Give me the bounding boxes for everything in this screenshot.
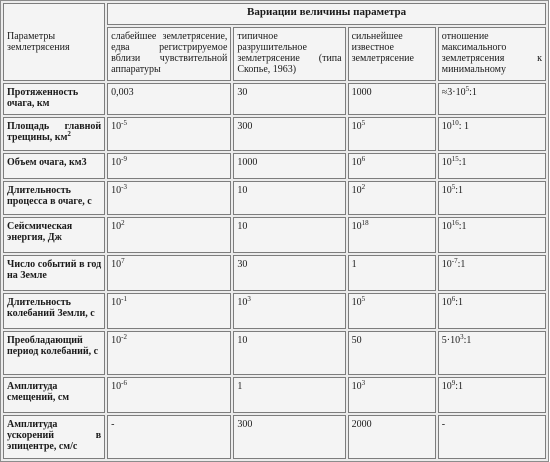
value-exponent: -6 bbox=[121, 379, 128, 387]
value-base: 10 bbox=[237, 335, 248, 346]
parameter-name-cell bbox=[3, 331, 105, 375]
value-exponent: 15 bbox=[451, 155, 459, 163]
parameter-name-text: Площадь главной трещины, км bbox=[7, 121, 102, 143]
value-cell bbox=[438, 415, 546, 459]
value-base: 10 bbox=[111, 157, 122, 168]
value-cell bbox=[438, 217, 546, 253]
value-exponent: 3 bbox=[460, 333, 464, 341]
table-row bbox=[3, 217, 546, 253]
value-ratio-suffix: :1 bbox=[458, 221, 467, 232]
value-base: 10 bbox=[441, 121, 452, 132]
parameter-name-cell bbox=[3, 83, 105, 115]
value-cell bbox=[348, 415, 436, 459]
value-base: 1 bbox=[351, 259, 357, 270]
column-header-weakest bbox=[107, 27, 231, 81]
value-cell bbox=[348, 217, 436, 253]
value-cell bbox=[233, 181, 345, 215]
parameter-name-cell bbox=[3, 415, 105, 459]
table-row bbox=[3, 377, 546, 413]
value-cell bbox=[233, 83, 345, 115]
value-cell bbox=[438, 153, 546, 179]
value-base: 10 bbox=[441, 297, 452, 308]
value-base: 10 bbox=[111, 297, 122, 308]
value-base: 10 bbox=[351, 185, 362, 196]
table-row bbox=[3, 117, 546, 151]
value-base: 1000 bbox=[237, 157, 258, 168]
value-exponent: -2 bbox=[121, 333, 128, 341]
value-cell bbox=[233, 117, 345, 151]
value-base: 10 bbox=[237, 221, 248, 232]
value-cell bbox=[107, 217, 231, 253]
value-base: 10 bbox=[111, 259, 122, 270]
value-cell bbox=[348, 181, 436, 215]
table-row bbox=[3, 181, 546, 215]
value-exponent: 7 bbox=[121, 257, 125, 265]
parameter-name-cell bbox=[3, 255, 105, 291]
value-cell bbox=[233, 255, 345, 291]
value-cell bbox=[438, 181, 546, 215]
group-header-text: Вариации величины параметра bbox=[247, 6, 407, 18]
value-base: 10 bbox=[111, 381, 122, 392]
value-base: 10 bbox=[351, 297, 362, 308]
parameter-name-text: Длительность колебаний Земли, с bbox=[7, 297, 95, 319]
corner-header-text: Параметры землетрясения bbox=[7, 31, 70, 53]
parameter-name-text: Амплитуда ускорений в эпицентре, см/с bbox=[7, 419, 102, 452]
value-cell bbox=[348, 83, 436, 115]
value-exponent: 3 bbox=[361, 379, 366, 387]
column-header-text: сильнейшее известное землетрясение bbox=[351, 31, 414, 64]
group-header bbox=[107, 3, 546, 25]
value-ratio-suffix: :1 bbox=[455, 297, 464, 308]
value-exponent: 2 bbox=[361, 183, 366, 191]
value-cell bbox=[348, 153, 436, 179]
parameter-name-cell bbox=[3, 377, 105, 413]
parameter-name-text: Протяженность очага, км bbox=[7, 87, 79, 109]
value-base: 10 bbox=[351, 121, 362, 132]
parameter-name-cell bbox=[3, 181, 105, 215]
value-base: 10 bbox=[351, 381, 362, 392]
table-row bbox=[3, 415, 546, 459]
value-base: 5·10 bbox=[441, 335, 461, 346]
parameter-unit-exponent: 2 bbox=[67, 130, 71, 138]
value-ratio-suffix: : 1 bbox=[458, 121, 470, 132]
value-cell bbox=[348, 293, 436, 329]
value-base: ≈3·10 bbox=[441, 87, 466, 98]
parameter-name-cell bbox=[3, 117, 105, 151]
value-ratio-suffix: :1 bbox=[457, 259, 466, 270]
value-cell bbox=[233, 331, 345, 375]
value-cell bbox=[348, 331, 436, 375]
column-header-strongest bbox=[348, 27, 436, 81]
value-base: 300 bbox=[237, 121, 253, 132]
value-cell bbox=[107, 83, 231, 115]
value-cell bbox=[107, 255, 231, 291]
value-exponent: -3 bbox=[121, 183, 128, 191]
value-exponent: -5 bbox=[121, 119, 128, 127]
column-header-text: типичное разрушительное землетрясение (типа Скопье, 1963) bbox=[237, 31, 342, 75]
value-base: 10 bbox=[111, 335, 122, 346]
value-base: 30 bbox=[237, 87, 248, 98]
value-base: 10 bbox=[441, 157, 452, 168]
value-exponent: 9 bbox=[451, 379, 456, 387]
value-cell bbox=[233, 217, 345, 253]
value-cell bbox=[438, 331, 546, 375]
value-cell bbox=[107, 415, 231, 459]
value-cell bbox=[107, 293, 231, 329]
corner-header bbox=[3, 3, 105, 81]
header-row-group bbox=[3, 3, 546, 25]
value-cell bbox=[107, 377, 231, 413]
parameter-name-cell bbox=[3, 217, 105, 253]
value-base: 10 bbox=[441, 381, 452, 392]
value-cell bbox=[438, 255, 546, 291]
value-exponent: 16 bbox=[451, 219, 459, 227]
value-exponent: -7 bbox=[451, 257, 458, 265]
value-base: 10 bbox=[441, 185, 452, 196]
value-ratio-suffix: :1 bbox=[463, 335, 472, 346]
value-exponent: 5 bbox=[361, 295, 366, 303]
table-row bbox=[3, 153, 546, 179]
value-ratio-suffix: :1 bbox=[458, 157, 467, 168]
table-body bbox=[3, 83, 546, 459]
value-base: 10 bbox=[441, 259, 452, 270]
value-cell bbox=[233, 293, 345, 329]
value-base: 10 bbox=[237, 297, 248, 308]
table-row bbox=[3, 255, 546, 291]
value-exponent: -1 bbox=[121, 295, 128, 303]
value-cell bbox=[348, 117, 436, 151]
value-base: 10 bbox=[111, 221, 122, 232]
parameter-name-cell bbox=[3, 153, 105, 179]
value-base: 0,003 bbox=[111, 87, 134, 98]
value-cell bbox=[438, 377, 546, 413]
value-base: 10 bbox=[351, 157, 362, 168]
value-cell bbox=[438, 83, 546, 115]
value-base: 10 bbox=[111, 185, 122, 196]
value-base: 10 bbox=[237, 185, 248, 196]
value-exponent: 5 bbox=[451, 183, 456, 191]
value-cell bbox=[233, 153, 345, 179]
value-cell bbox=[233, 415, 345, 459]
value-ratio-suffix: :1 bbox=[455, 185, 464, 196]
parameter-name-cell bbox=[3, 293, 105, 329]
value-cell bbox=[348, 255, 436, 291]
column-header-ratio bbox=[438, 27, 546, 81]
value-exponent: -9 bbox=[121, 155, 128, 163]
value-base: 30 bbox=[237, 259, 248, 270]
value-base: 2000 bbox=[351, 419, 372, 430]
value-base: 10 bbox=[351, 221, 362, 232]
value-base: 10 bbox=[111, 121, 122, 132]
value-base: - bbox=[441, 419, 446, 430]
value-base: 1 bbox=[237, 381, 243, 392]
parameter-name-text: Сейсмическая энергия, Дж bbox=[7, 221, 73, 243]
value-cell bbox=[438, 293, 546, 329]
parameter-name-text: Амплитуда смещений, см bbox=[7, 381, 70, 403]
table-row bbox=[3, 83, 546, 115]
table-row bbox=[3, 331, 546, 375]
parameter-name-text: Число событий в год на Земле bbox=[7, 259, 102, 281]
value-exponent: 5 bbox=[465, 85, 470, 93]
value-exponent: 3 bbox=[247, 295, 251, 303]
parameter-name-text: Преобладающий период колебаний, с bbox=[7, 335, 99, 357]
column-header-text: слабейшее землетрясение, едва регистрируемое вблизи чувствительной аппаратуры bbox=[111, 31, 228, 75]
value-cell bbox=[233, 377, 345, 413]
parameter-name-text: Длительность процесса в очаге, с bbox=[7, 185, 92, 207]
column-header-typical bbox=[233, 27, 345, 81]
table-head bbox=[3, 3, 546, 81]
value-exponent: 10 bbox=[451, 119, 459, 127]
parameter-name-text: Объем очага, км3 bbox=[7, 157, 87, 168]
value-exponent: 2 bbox=[121, 219, 125, 227]
value-base: 300 bbox=[237, 419, 253, 430]
value-base: 10 bbox=[441, 221, 452, 232]
value-ratio-suffix: :1 bbox=[469, 87, 477, 98]
value-base: 1000 bbox=[351, 87, 372, 98]
value-base: 50 bbox=[351, 335, 362, 346]
value-cell bbox=[107, 117, 231, 151]
value-cell bbox=[348, 377, 436, 413]
value-exponent: 18 bbox=[361, 219, 369, 227]
value-exponent: 5 bbox=[361, 119, 366, 127]
value-base: - bbox=[111, 419, 115, 430]
value-ratio-suffix: :1 bbox=[455, 381, 464, 392]
value-cell bbox=[107, 153, 231, 179]
column-header-text: отношение максимального землетрясения к минимальному bbox=[441, 31, 542, 75]
table-row bbox=[3, 293, 546, 329]
value-exponent: 6 bbox=[361, 155, 366, 163]
value-cell bbox=[107, 331, 231, 375]
value-exponent: 6 bbox=[451, 295, 456, 303]
value-cell bbox=[107, 181, 231, 215]
value-cell bbox=[438, 117, 546, 151]
